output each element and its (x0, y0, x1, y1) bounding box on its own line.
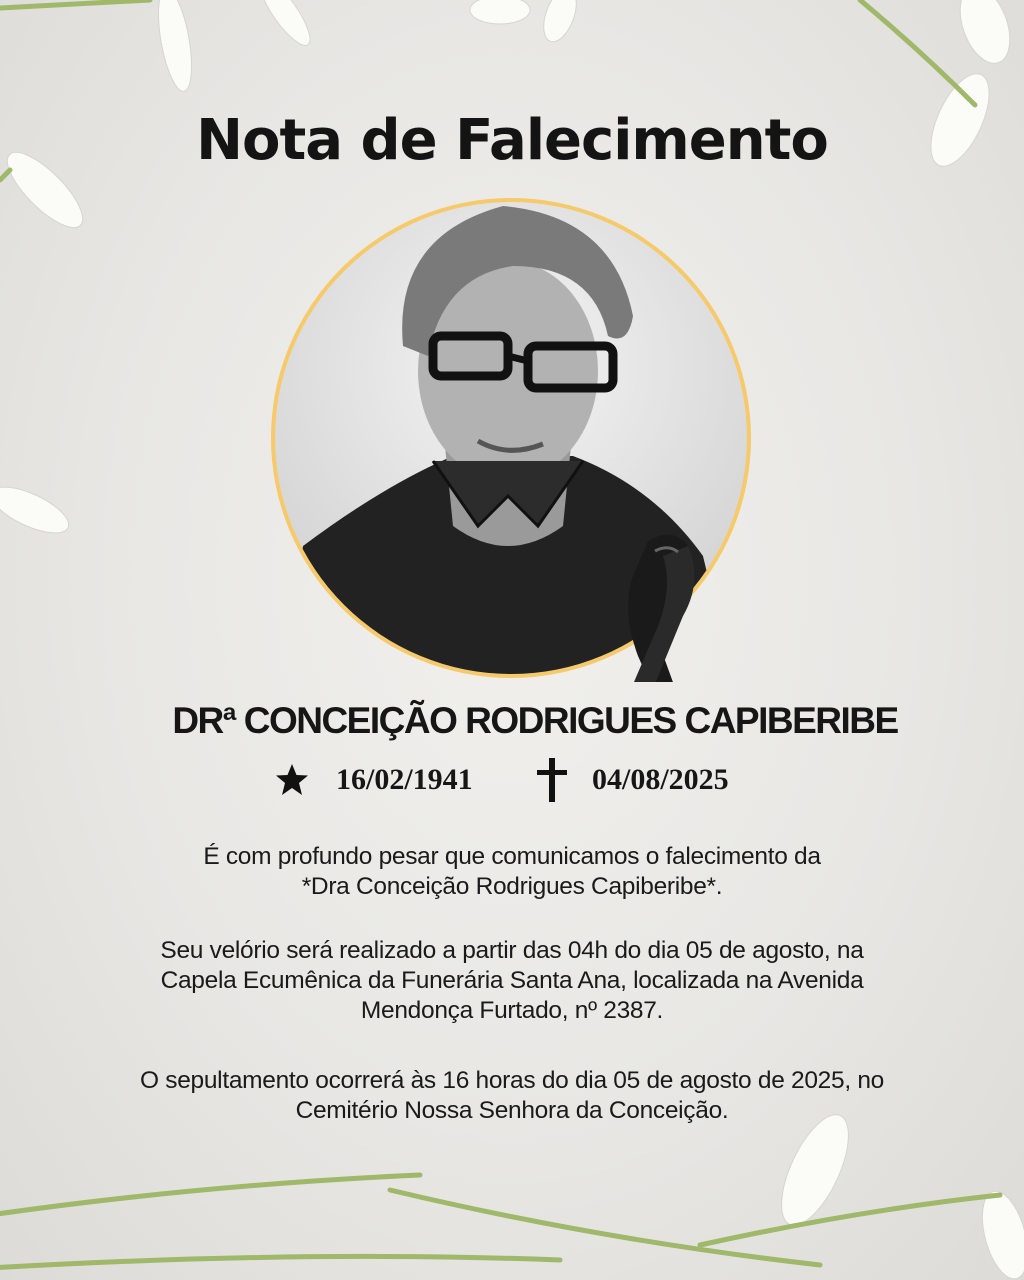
wake-paragraph (60, 936, 964, 1026)
burial-paragraph (60, 1066, 964, 1126)
page-title: Nota de Falecimento (196, 108, 828, 173)
portrait-photo (263, 196, 759, 682)
paragraph-line: *Dra Conceição Rodrigues Capiberibe*. (301, 873, 723, 900)
paragraph-line: Cemitério Nossa Senhora da Conceição. (295, 1097, 729, 1124)
death-date: 04/08/2025 (592, 763, 729, 796)
deceased-name: DRª CONCEIÇÃO RODRIGUES CAPIBERIBE (172, 700, 898, 741)
birth-date: 16/02/1941 (336, 763, 473, 796)
star-icon (274, 762, 310, 798)
announcement-paragraph (60, 842, 964, 902)
paragraph-line: Capela Ecumênica da Funerária Santa Ana, localizada na Avenida (160, 967, 864, 994)
cross-icon (534, 756, 570, 804)
paragraph-line: É com profundo pesar que comunicamos o falecimento da (203, 843, 821, 870)
paragraph-line: Mendonça Furtado, nº 2387. (360, 997, 664, 1024)
paragraph-line: Seu velório será realizado a partir das 04h do dia 05 de agosto, na (160, 937, 864, 964)
paragraph-line: O sepultamento ocorrerá às 16 horas do dia 05 de agosto de 2025, no (139, 1067, 884, 1094)
